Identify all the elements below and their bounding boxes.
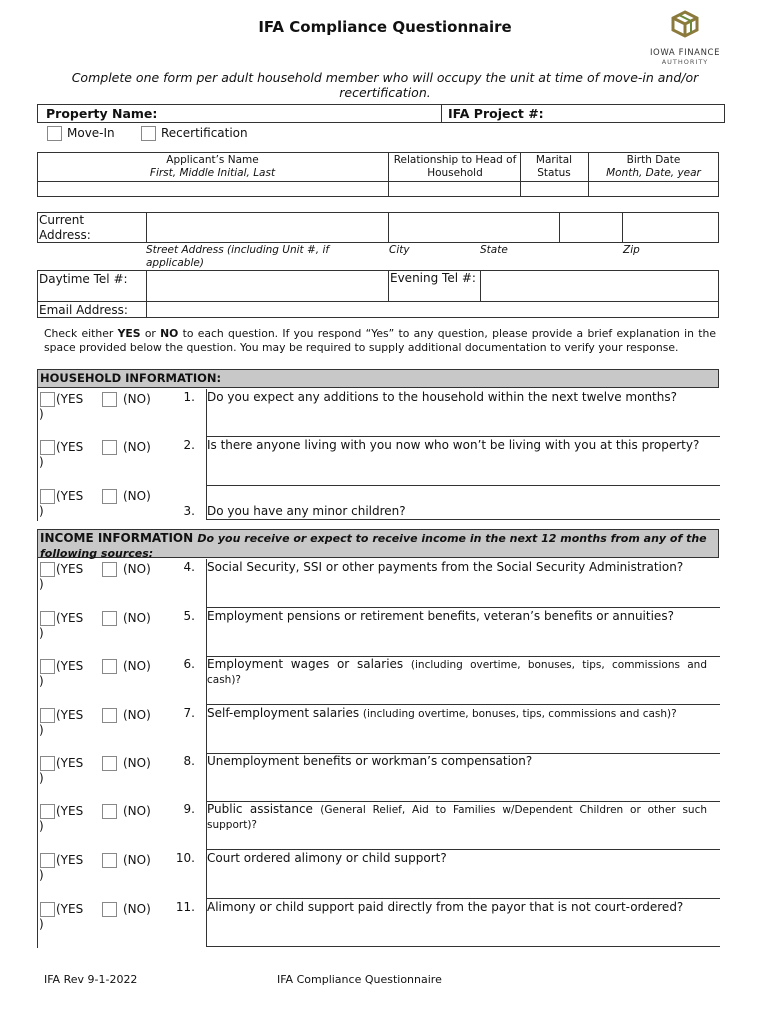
applicant-name-header: Applicant’s Name: [166, 154, 259, 166]
footer-revision: IFA Rev 9-1-2022: [44, 973, 138, 986]
move-in-label: Move-In: [67, 126, 115, 140]
yes-close: ): [39, 407, 44, 421]
daytime-tel-field[interactable]: [147, 271, 387, 300]
zip-field[interactable]: [623, 213, 718, 242]
question-main: Public assistance: [207, 802, 321, 816]
income-q8-explanation-field[interactable]: [206, 753, 720, 802]
question-number: 6.: [183, 657, 195, 671]
income-q4-explanation-field[interactable]: [206, 559, 720, 608]
income-q5-no-checkbox[interactable]: [102, 611, 117, 626]
yes-label: (YES: [56, 659, 84, 673]
question-detail: (General Relief, Aid to Families w/Dependent Children or other such support)?: [207, 804, 708, 831]
income-q4-no-checkbox[interactable]: [102, 562, 117, 577]
ifa-project-label: IFA Project #:: [448, 106, 544, 121]
question-number: 11.: [175, 900, 195, 914]
income-heading-bold: INCOME INFORMATION: [40, 531, 194, 545]
question-number: 3.: [183, 504, 195, 518]
applicant-name-field[interactable]: [38, 182, 387, 196]
income-q5-yes-checkbox[interactable]: [40, 611, 55, 626]
marital-status-field[interactable]: [521, 182, 587, 196]
no-label: (NO): [123, 708, 151, 722]
no-label: (NO): [123, 489, 151, 503]
household-q1-no-checkbox[interactable]: [102, 392, 117, 407]
birth-date-field[interactable]: [589, 182, 718, 196]
no-label: (NO): [123, 756, 151, 770]
city-hint: City: [389, 244, 410, 256]
income-q6-yes-checkbox[interactable]: [40, 659, 55, 674]
income-q9-explanation-field[interactable]: [206, 801, 720, 850]
yes-close: ): [39, 674, 44, 688]
income-q10-no-checkbox[interactable]: [102, 853, 117, 868]
question-number: 5.: [183, 609, 195, 623]
yes-close: ): [39, 504, 44, 518]
question-text: Is there anyone living with you now who won’t be living with you at this property?: [207, 438, 700, 452]
no-label: (NO): [123, 611, 151, 625]
logo-name: IOWA FINANCE: [649, 48, 721, 58]
footer-title: IFA Compliance Questionnaire: [277, 973, 442, 986]
question-detail: (including overtime, bonuses, tips, commissions and cash)?: [362, 708, 677, 720]
yes-close: ): [39, 868, 44, 882]
state-field[interactable]: [560, 213, 621, 242]
question-main: Self-employment salaries: [207, 706, 363, 720]
yes-label: (YES: [56, 756, 84, 770]
question-text: Do you expect any additions to the household within the next twelve months?: [207, 390, 677, 404]
yes-label: (YES: [56, 611, 84, 625]
yes-label: (YES: [56, 489, 84, 503]
question-main: Unemployment benefits or workman’s compensation?: [207, 754, 533, 768]
question-main: Court ordered alimony or child support?: [207, 851, 447, 865]
evening-tel-label: Evening Tel #:: [390, 271, 476, 285]
question-main: Employment pensions or retirement benefits, veteran’s benefits or annuities?: [207, 609, 674, 623]
yes-close: ): [39, 626, 44, 640]
yes-label: (YES: [56, 853, 84, 867]
household-q2-yes-checkbox[interactable]: [40, 440, 55, 455]
no-label: (NO): [123, 902, 151, 916]
property-name-label: Property Name:: [46, 106, 158, 121]
move-in-checkbox[interactable]: [47, 126, 62, 141]
question-number: 10.: [175, 851, 195, 865]
no-label: (NO): [123, 562, 151, 576]
yes-close: ): [39, 771, 44, 785]
household-q1-explanation-field[interactable]: [206, 389, 720, 437]
current-address-label: Current Address:: [39, 213, 91, 242]
income-q11-explanation-field[interactable]: [206, 899, 720, 947]
income-q9-yes-checkbox[interactable]: [40, 804, 55, 819]
no-label: (NO): [123, 853, 151, 867]
income-q8-no-checkbox[interactable]: [102, 756, 117, 771]
income-heading: [37, 529, 719, 558]
yes-label: (YES: [56, 392, 84, 406]
email-field[interactable]: [147, 302, 718, 317]
yes-label: (YES: [56, 708, 84, 722]
household-q2-explanation-field[interactable]: [206, 437, 720, 486]
evening-tel-field[interactable]: [481, 271, 718, 300]
question-number: 9.: [183, 802, 195, 816]
intro-text: Complete one form per adult household member who will occupy the unit at time of move-in and/or recertification.: [71, 70, 699, 100]
instructions-yes: YES: [117, 327, 141, 340]
household-q3-explanation-field[interactable]: [206, 486, 720, 520]
income-q7-no-checkbox[interactable]: [102, 708, 117, 723]
income-q9-no-checkbox[interactable]: [102, 804, 117, 819]
relationship-header: Relationship to Head of Household: [393, 154, 517, 179]
birth-date-sub: Month, Date, year: [606, 167, 701, 179]
marital-status-header: Marital Status: [535, 154, 573, 179]
yes-close: ): [39, 723, 44, 737]
yes-close: ): [39, 819, 44, 833]
household-heading: HOUSEHOLD INFORMATION:: [37, 369, 719, 388]
yes-label: (YES: [56, 804, 84, 818]
no-label: (NO): [123, 392, 151, 406]
page-title: IFA Compliance Questionnaire: [258, 18, 512, 36]
instructions-part: to each question. If you respond “Yes” to any question, please provide a brief explanation in the space provided below the question. You may be required to supply additional documentation to verify your response.: [44, 327, 716, 354]
no-label: (NO): [123, 804, 151, 818]
question-text: Do you have any minor children?: [207, 504, 406, 518]
income-q7-yes-checkbox[interactable]: [40, 708, 55, 723]
household-q3-yes-checkbox[interactable]: [40, 489, 55, 504]
income-heading-italic: Do you receive or expect to receive income in the next 12 months from any of the following sources:: [40, 532, 707, 560]
logo-subtitle: AUTHORITY: [661, 58, 709, 66]
question-number: 2.: [183, 438, 195, 452]
income-q5-explanation-field[interactable]: [206, 608, 720, 657]
yes-label: (YES: [56, 902, 84, 916]
relationship-field[interactable]: [389, 182, 519, 196]
street-address-hint: Street Address (including Unit #, if applicable): [146, 244, 330, 269]
yes-label: (YES: [56, 562, 84, 576]
yes-close: ): [39, 917, 44, 931]
household-q2-no-checkbox[interactable]: [102, 440, 117, 455]
income-q6-explanation-field[interactable]: [206, 656, 720, 705]
instructions: [44, 327, 716, 355]
recertification-label: Recertification: [161, 126, 248, 140]
household-q3-no-checkbox[interactable]: [102, 489, 117, 504]
iowa-finance-logo: [640, 10, 730, 66]
street-address-field[interactable]: [147, 213, 387, 242]
city-field[interactable]: [389, 213, 558, 242]
question-number: 4.: [183, 560, 195, 574]
yes-close: ): [39, 577, 44, 591]
instructions-no: NO: [160, 327, 179, 340]
income-q7-explanation-field[interactable]: [206, 705, 720, 754]
daytime-tel-label: Daytime Tel #:: [39, 272, 128, 286]
income-q11-no-checkbox[interactable]: [102, 902, 117, 917]
question-number: 1.: [183, 390, 195, 404]
zip-hint: Zip: [623, 244, 640, 256]
question-main: Alimony or child support paid directly from the payor that is not court-ordered?: [207, 900, 684, 914]
recertification-checkbox[interactable]: [141, 126, 156, 141]
income-q10-explanation-field[interactable]: [206, 850, 720, 899]
instructions-part: Check either: [44, 327, 118, 340]
question-number: 7.: [183, 706, 195, 720]
income-q10-yes-checkbox[interactable]: [40, 853, 55, 868]
no-label: (NO): [123, 440, 151, 454]
logo-icon: [663, 10, 707, 44]
question-detail: (including overtime, bonuses, tips, commissions and cash)?: [207, 659, 707, 686]
question-number: 8.: [183, 754, 195, 768]
income-q8-yes-checkbox[interactable]: [40, 756, 55, 771]
instructions-part: or: [140, 327, 161, 340]
state-hint: State: [480, 244, 508, 256]
question-main: Social Security, SSI or other payments from the Social Security Administration?: [207, 560, 684, 574]
yes-label: (YES: [56, 440, 84, 454]
applicant-name-sub: First, Middle Initial, Last: [149, 167, 276, 179]
no-label: (NO): [123, 659, 151, 673]
email-label: Email Address:: [39, 303, 128, 317]
question-main: Employment wages or salaries: [207, 657, 411, 671]
household-q1-yes-checkbox[interactable]: [40, 392, 55, 407]
income-q11-yes-checkbox[interactable]: [40, 902, 55, 917]
income-q4-yes-checkbox[interactable]: [40, 562, 55, 577]
income-q6-no-checkbox[interactable]: [102, 659, 117, 674]
birth-date-header: Birth Date: [626, 154, 681, 166]
yes-close: ): [39, 455, 44, 469]
